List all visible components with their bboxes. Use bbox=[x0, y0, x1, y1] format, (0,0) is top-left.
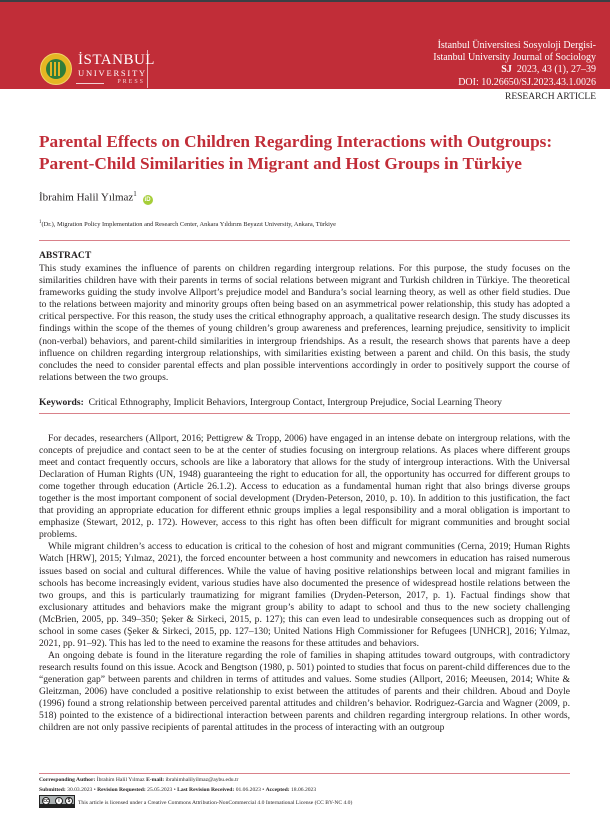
keywords bbox=[39, 397, 502, 408]
citation-volume: 2023, 43 (1), 27–39 bbox=[516, 64, 596, 76]
journal-name-en: Istanbul University Journal of Sociology bbox=[433, 52, 596, 64]
title-line-2: Parent-Child Similarities in Migrant and Host Groups in Türkiye bbox=[39, 153, 522, 173]
logo-line-university: UNIVERSITY bbox=[78, 68, 147, 78]
istanbul-university-press-logo bbox=[40, 50, 155, 92]
creative-commons-by-nc-icon[interactable]: cc i $ bbox=[39, 795, 75, 808]
title-line-1: Parental Effects on Children Regarding Interactions with Outgroups: bbox=[39, 132, 553, 151]
orcid-icon[interactable]: iD bbox=[144, 196, 151, 203]
citation-abbr: SJ bbox=[501, 64, 512, 76]
submission-dates: Submitted: 30.03.2023 • Revision Requested: 25.05.2023 • Last Revision Received: 01.06.2023 • Accepted: 18.06.2023 bbox=[39, 786, 317, 793]
body-text bbox=[39, 433, 570, 734]
article-type: RESEARCH ARTICLE bbox=[504, 92, 596, 102]
keywords-list: Critical Ethnography, Implicit Behaviors, Intergroup Contact, Intergroup Prejudice, Social Learning Theory bbox=[88, 397, 502, 408]
logo-wordmark bbox=[76, 50, 155, 88]
article-title bbox=[39, 131, 579, 174]
university-seal-icon bbox=[40, 53, 72, 85]
journal-name-tr: İstanbul Üniversitesi Sosyoloji Dergisi- bbox=[437, 40, 596, 51]
author-name: İbrahim Halil Yılmaz bbox=[39, 191, 134, 204]
paragraph: While migrant children’s access to education is critical to the cohesion of host and migrant communities (Cerna, 2019; Human Rights Watch [HRW], 2015; Yılmaz, 2021), the forced encounter between a host community and newcomers in education has raised numerous issues based on social and cultural differences. While the value of having positive relationships between local and migrant families in schools has become increasingly evident, various studies have also documented the presence of widespread hostile relations between the two groups, and this is particularly traumatizing for migrant families (Dryden-Peterson, 2017, p. 1). Factual findings show that exclusionary attitudes and behaviors make the migrant group’s ability to adapt to school and thus to the new society challenging (McBrien, 2005, pp. 349–350; Şeker & Sirkeci, 2015, p. 127); this can even lead to undesirable consequences such as dropping out of school in some cases (Şeker & Sirkeci, 2015, pp. 127–130; United Nations High Commissioner for Refugees [UNHCR], 2016; Yılmaz, 2021, pp. 91–92). This has led to the need to examine the reasons for these attitudes and behaviors. bbox=[39, 541, 570, 649]
paragraph: An ongoing debate is found in the literature regarding the role of families in shaping attitudes toward outgroups, with contradictory research results found on this issue. Acock and Bengtson (1980, p. 501) pointed to studies that focus on parent-child differences due to the “generation gap” between parents and children in terms of attitudes and values. Some studies (Allport, 2016; Meeusen, 2014; White & Gleitzman, 2006) have concluded a positive relationship to exist between the attitudes of parents and their children. Aboud and Doyle (1996) found a strong relationship between perceived parental attitudes and children’s behavior. Rodriguez-Garcia and Wagner (2009, p. 518) pointed to the existence of a bidirectional interaction between parents and children regarding intergroup relations. In other words, children are not only passive recipients of parental attitudes in the process of interacting with an outgroup bbox=[39, 649, 570, 734]
corresponding-author: Corresponding Author: İbrahim Halil Yılmaz E-mail: ibrahimhalilyilmaz@aybu.edu.tr bbox=[39, 777, 239, 783]
article-footer bbox=[39, 776, 570, 808]
affiliation-text: (Dr.), Migration Policy Implementation and Research Center, Ankara Yıldırım Beyazıt University, Ankara, Türkiye bbox=[41, 221, 336, 229]
doi-link[interactable]: DOI: 10.26650/SJ.2023.43.1.0026 bbox=[458, 76, 596, 88]
affiliation-sup: 1 bbox=[39, 220, 42, 225]
abstract-text: This study examines the influence of parents on children regarding intergroup relations. For this purpose, the study focuses on the similarities children have with their parents in terms of social relations between migrant and Turkish children in Türkiye. The theoretical frameworks guiding the study involve Allport’s prejudice model and Bandura’s social learning theory, as well as other field studies. Due to the relations between majority and minority groups often being based on an asymmetrical power relationship, this study has adopted a critical perspective. For this reason, the study uses the critical ethnography approach, a qualitative research design. The study discusses its findings within the scope of the themes of young children’s group awareness and preferences, learning prejudice, sensitivity to implicit (non-verbal) behaviors, and parent-child similarities in intergroup friendships. As a result, the research shows that parents have a deep influence on children regarding intergroup relationships, with similarities existing between a parent and child. On this basis, the study concludes the need to consider parental effects and plan possible interventions accordingly in order to positively support the course of relations between the two groups. bbox=[39, 263, 570, 383]
license-row bbox=[39, 795, 570, 808]
citation bbox=[433, 64, 596, 76]
author-affil-sup: 1 bbox=[133, 190, 137, 198]
affiliation bbox=[39, 220, 336, 228]
logo-line-istanbul: İSTANBUL bbox=[78, 52, 155, 68]
divider bbox=[39, 773, 570, 774]
logo-line-press: PRESS bbox=[117, 79, 145, 85]
paragraph: For decades, researchers (Allport, 2016; Pettigrew & Tropp, 2006) have engaged in an intense debate on intergroup relations, with the concepts of prejudice and contact seen to be at the center of studies focusing on intergroup relations. As places where different groups meet and contact frequently occurs, schools are like a laboratory that allows for the study of intergroup interactions. With the Universal Declaration of Human Rights (UN, 1948) guaranteeing the right to education for all, the opportunity has occurred for different groups to come together through education (Article 26.1.2). Access to education as a fundamental human right that also brings diverse groups together is the most important component of social development (Dryden-Peterson, 2010, p. 10). In addition to this justification, the fact that providing an appropriate education for different ethnic groups implies a legal responsibility and a moral obligation is important to emphasize (Stewart, 2012, p. 172). However, access to this right has often been difficult for migrant communities and brought social problems. bbox=[39, 433, 570, 541]
keywords-label: Keywords: bbox=[39, 397, 84, 408]
divider bbox=[39, 240, 570, 241]
license-text: This article is licensed under a Creative Commons Attribution-NonCommercial 4.0 International License (CC BY-NC 4.0) bbox=[78, 799, 353, 806]
journal-meta bbox=[433, 40, 596, 89]
abstract-heading: ABSTRACT bbox=[39, 250, 92, 261]
author-line bbox=[39, 190, 153, 205]
email-link[interactable]: ibrahimhalilyilmaz@aybu.edu.tr bbox=[165, 777, 239, 783]
divider bbox=[39, 413, 570, 414]
